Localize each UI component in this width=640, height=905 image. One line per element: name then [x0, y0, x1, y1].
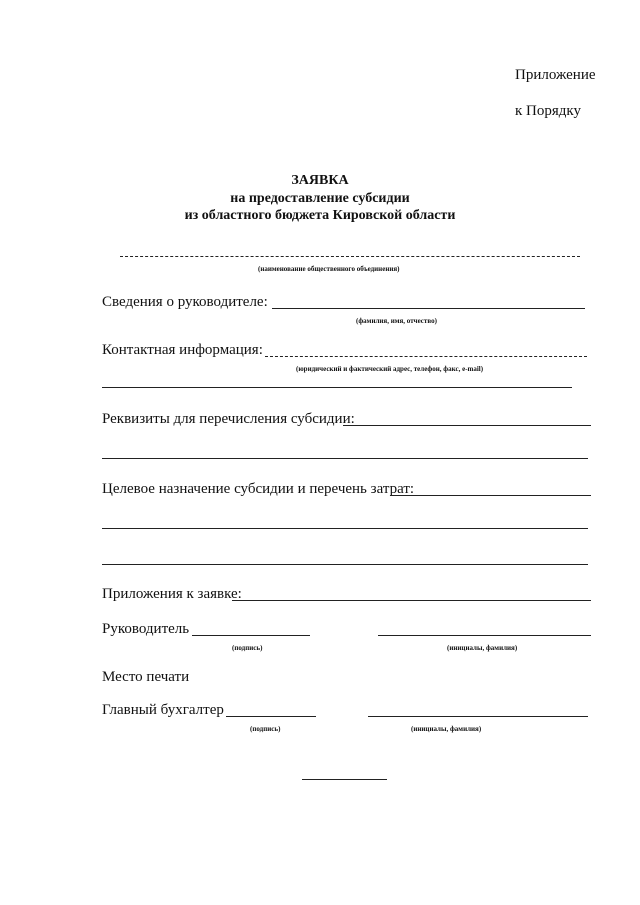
attachments-label: Приложения к заявке: [102, 586, 242, 602]
contact-line-1[interactable] [265, 356, 587, 357]
org-name-caption: (наименование общественного объединения) [258, 265, 400, 273]
director-name-caption: (инициалы, фамилия) [447, 644, 518, 652]
footer-divider [302, 779, 387, 780]
head-caption: (фамилия, имя, отчество) [356, 317, 437, 325]
director-sign-line[interactable] [192, 635, 310, 636]
accountant-name-line[interactable] [368, 716, 588, 717]
requisites-label: Реквизиты для перечисления субсидии: [102, 411, 355, 427]
requisites-line-1[interactable] [343, 425, 591, 426]
seal-label: Место печати [102, 669, 190, 685]
requisites-line-2[interactable] [102, 458, 588, 459]
director-name-line[interactable] [378, 635, 591, 636]
accountant-sign-caption: (подпись) [250, 725, 281, 733]
head-line[interactable] [272, 308, 585, 309]
contact-line-2[interactable] [102, 387, 572, 388]
contact-caption: (юридический и фактический адрес, телефон, факс, e-mail) [296, 365, 484, 373]
purpose-line-1[interactable] [390, 495, 591, 496]
accountant-name-caption: (инициалы, фамилия) [411, 725, 482, 733]
org-name-line[interactable] [120, 256, 580, 257]
document-subtitle-2: из областного бюджета Кировской области [184, 208, 456, 223]
purpose-line-3[interactable] [102, 564, 588, 565]
contact-label: Контактная информация: [102, 342, 263, 358]
to-order-label: к Порядку [515, 103, 581, 119]
document-title: ЗАЯВКА [291, 173, 349, 188]
document-subtitle-1: на предоставление субсидии [230, 191, 410, 206]
purpose-label: Целевое назначение субсидии и перечень затрат: [102, 481, 415, 497]
accountant-sign-line[interactable] [226, 716, 316, 717]
attachments-line[interactable] [232, 600, 591, 601]
director-sign-caption: (подпись) [232, 644, 263, 652]
purpose-line-2[interactable] [102, 528, 588, 529]
director-label: Руководитель [102, 621, 190, 637]
accountant-label: Главный бухгалтер [102, 702, 224, 718]
appendix-label: Приложение [515, 67, 596, 83]
head-label: Сведения о руководителе: [102, 294, 268, 310]
